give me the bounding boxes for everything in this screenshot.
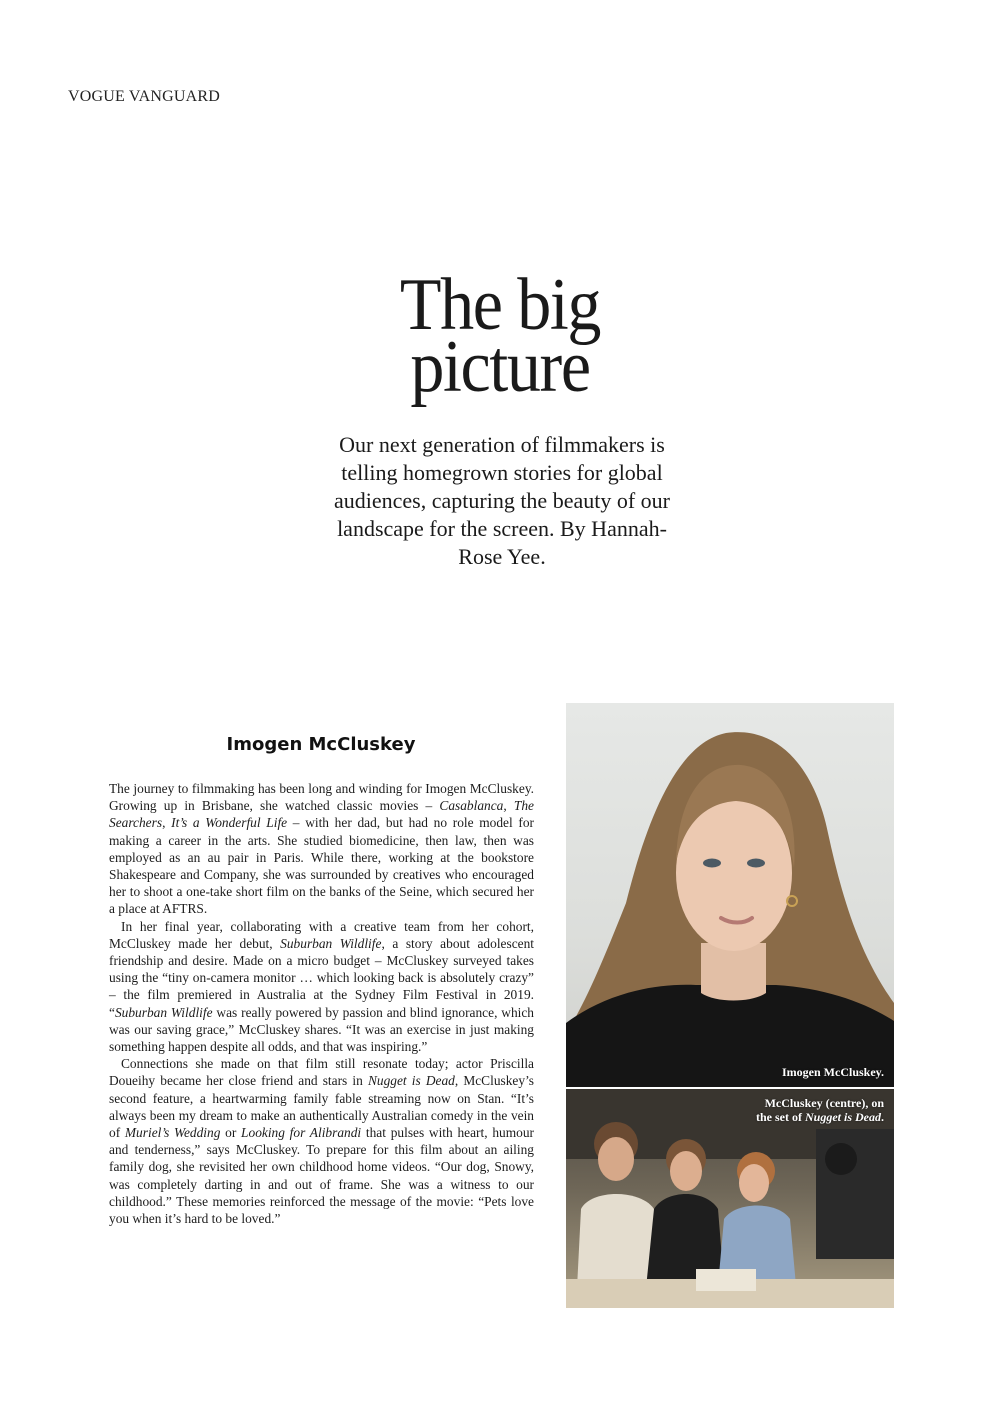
set-caption-line1: McCluskey (centre), on (764, 1096, 884, 1110)
body-paragraph (109, 1055, 534, 1227)
article-headline: The big picture (399, 264, 601, 408)
text-run: In her final year, collaborating with a creative team from her cohort, McCluskey made her debut, (109, 918, 534, 951)
article-standfirst: Our next generation of filmmakers is telling homegrown stories for global audiences, capturing the beauty of our landscape for the screen. By Hannah-Rose Yee. (334, 432, 670, 569)
subject-name-heading: Imogen McCluskey (226, 734, 416, 755)
text-run: that pulses with heart, humour and tenderness,” says McCluskey. To prepare for this film about an ailing family dog, she revisited her own childhood home videos. “Our dog, Snowy, was completely darting in and out of frame. She was a witness to our childhood.” These memories reinforced the message of the movie: “Pets love you when it’s hard to be loved.” (109, 1125, 534, 1227)
body-paragraph (109, 780, 534, 918)
italic-title-run: Casablanca (439, 798, 504, 814)
italic-title-run: Suburban Wildlife (114, 1004, 213, 1020)
italic-title-run: It’s a Wonderful Life (171, 815, 288, 831)
italic-title-run: Looking for Alibrandi (241, 1125, 362, 1141)
text-run: , a story about adolescent friendship and desire. Made on a micro budget – McCluskey surveyed takes using the “tiny on-camera monitor … which looking back is absolutely crazy” – the film premiered in Australia at the Sydney Film Festival in 2019. “ (109, 935, 534, 1020)
text-run: or (220, 1125, 242, 1141)
text-run: – with her dad, but had no role model for making a career in the arts. She studied biomedicine, then law, then was employed as an au pair in Paris. While there, working at the bookstore Shakespeare and Company, she was surrounded by creatives who encouraged her to shoot a one-take short film on the banks of the Seine, which secured her a place at AFTRS. (109, 815, 535, 917)
portrait-illustration (566, 703, 894, 1087)
text-run: , (503, 798, 514, 814)
section-running-head: VOGUE VANGUARD (68, 88, 220, 105)
text-run: , (162, 815, 172, 831)
italic-title-run: Suburban Wildlife (280, 935, 382, 951)
article-body (109, 780, 534, 1227)
italic-title-run: Nugget is Dead (367, 1073, 455, 1089)
text-run: Connections she made on that film still resonate today; actor Priscilla Doueihy became her close friend and stars in (109, 1056, 534, 1089)
film-set-photo (566, 1089, 894, 1308)
set-photo-caption (756, 1096, 884, 1124)
set-caption-line2-suffix: . (881, 1110, 884, 1124)
italic-title-run: The Searchers (109, 798, 534, 831)
portrait-photo (566, 703, 894, 1087)
text-run: was really powered by passion and blind ignorance, which was our saving grace,” McCluskey shares. “It was an exercise in just making something happen despite all odds, and that was inspiring.” (109, 1004, 534, 1055)
portrait-caption: Imogen McCluskey. (782, 1065, 884, 1079)
body-paragraph (109, 918, 534, 1056)
italic-title-run: Muriel’s Wedding (124, 1125, 221, 1141)
set-caption-line2-prefix: the set of (756, 1110, 805, 1124)
set-caption-film-title: Nugget is Dead (805, 1110, 881, 1124)
text-run: The journey to filmmaking has been long and winding for Imogen McCluskey. Growing up in Brisbane, she watched classic movies – (109, 781, 534, 814)
text-run: , McCluskey’s second feature, a heartwarming family fable streaming now on Stan. “It’s always been my dream to make an authentically Australian comedy in the vein of (109, 1073, 534, 1141)
